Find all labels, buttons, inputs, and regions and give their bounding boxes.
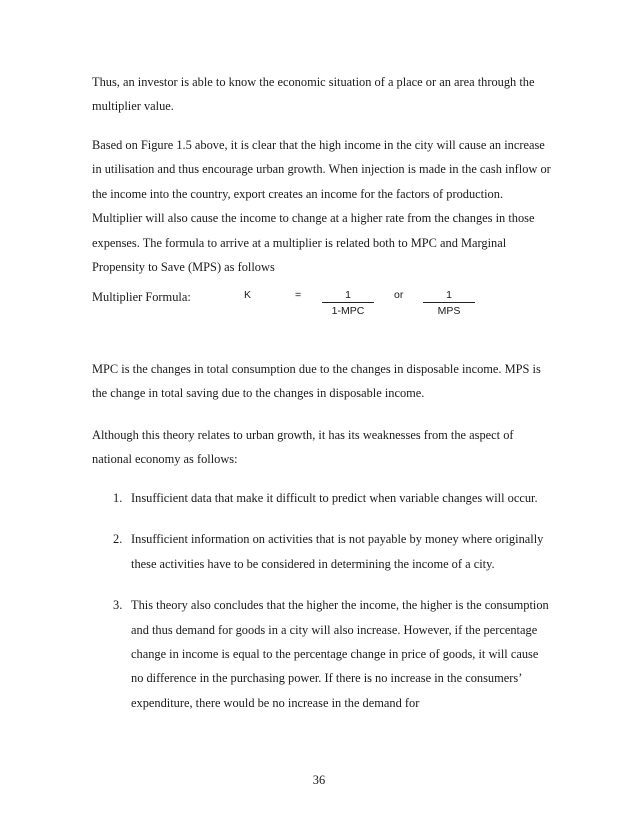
page-number: 36 xyxy=(312,773,326,787)
fraction-denominator: MPS xyxy=(437,305,461,317)
fraction-numerator: 1 xyxy=(322,289,374,303)
list-item-text: Insufficient information on activities that is not payable by money where originally these activities have to be considered in determining the income of a city. xyxy=(131,532,544,571)
list-item-number: 1. xyxy=(113,491,123,505)
fraction-denominator: 1-MPC xyxy=(331,305,365,317)
formula-k: K xyxy=(244,289,252,301)
formula-equals: = xyxy=(295,289,302,301)
formula-label: Multiplier Formula: xyxy=(92,290,191,304)
multiplier-formula xyxy=(92,284,552,324)
weaknesses-list xyxy=(92,486,552,715)
formula-or: or xyxy=(394,289,404,301)
list-item-text: Insufficient data that make it difficult to predict when variable changes will occur. xyxy=(131,491,538,505)
fraction-one-minus-mpc xyxy=(322,289,374,318)
paragraph-intro: Thus, an investor is able to know the economic situation of a place or an area through the multiplier value. xyxy=(92,75,535,114)
list-item xyxy=(92,527,552,576)
fraction-mps xyxy=(423,289,475,318)
paragraph-figure-discussion: Based on Figure 1.5 above, it is clear that the high income in the city will cause an increase in utilisation and thus encourage urban growth. When injection is made in the cash inflow or the income into the country, export creates an income for the factors of production. Multiplier will also cause the income to change at a higher rate from the changes in those expenses. The formula to arrive at a multiplier is related both to MPC and Marginal Propensity to Save (MPS) as follows xyxy=(92,138,551,275)
list-item-text: This theory also concludes that the higher the income, the higher is the consumption and thus demand for goods in a city will also increase. However, if the percentage change in income is equal to the percentage change in price of goods, it will cause no difference in the purchasing power. If there is no increase in the consumers’ expenditure, there would be no increase in the demand for xyxy=(131,598,549,710)
list-item xyxy=(92,486,552,510)
fraction-numerator: 1 xyxy=(423,289,475,303)
paragraph-weaknesses-intro: Although this theory relates to urban growth, it has its weaknesses from the aspect of national economy as follows: xyxy=(92,428,514,467)
list-item-number: 3. xyxy=(113,598,123,613)
list-item-number: 2. xyxy=(113,532,123,547)
list-item xyxy=(92,593,552,715)
paragraph-mpc-mps-definition: MPC is the changes in total consumption due to the changes in disposable income. MPS is the change in total saving due to the changes in disposable income. xyxy=(92,362,541,401)
